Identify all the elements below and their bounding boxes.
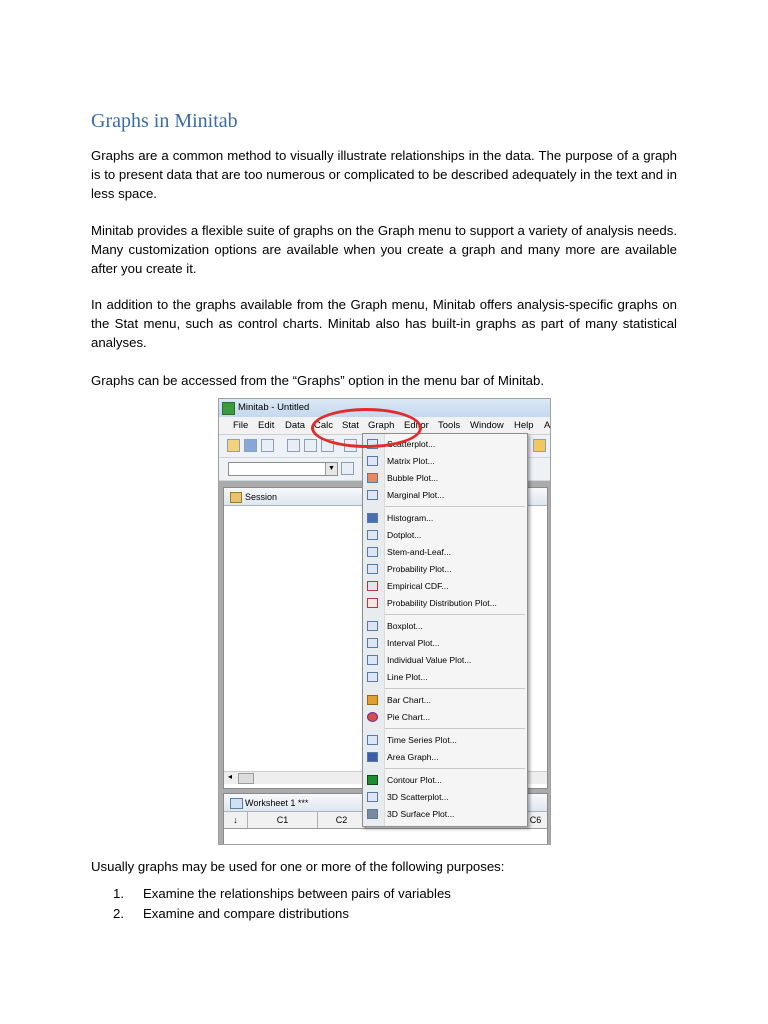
graph-menu-paragraph: Minitab provides a flexible suite of graphs on the Graph menu to support a variety of analysis needs. Many customization options are available when you create a graph and many more are available after you create it. <box>91 223 677 276</box>
probability-plot-icon <box>367 564 378 574</box>
3d-surface-icon <box>367 809 378 819</box>
worksheet-icon <box>230 798 243 809</box>
menu-graph[interactable]: Graph <box>368 420 395 431</box>
menu-item-dotplot[interactable]: Dotplot... <box>363 527 527 543</box>
access-paragraph: Graphs can be accessed from the “Graphs” option in the menu bar of Minitab. <box>91 373 545 388</box>
menu-item-contour-plot[interactable]: Contour Plot... <box>363 772 527 788</box>
menu-item-stem-and-leaf[interactable]: Stem-and-Leaf... <box>363 544 527 560</box>
toolbar-combo[interactable] <box>228 462 338 476</box>
minitab-app-icon <box>222 402 235 415</box>
scroll-thumb[interactable] <box>238 773 254 784</box>
individual-value-plot-icon <box>367 655 378 665</box>
area-graph-icon <box>367 752 378 762</box>
menu-item-3d-surface-plot[interactable]: 3D Surface Plot... <box>363 806 527 822</box>
pie-chart-icon <box>367 712 378 722</box>
list-item: 2. Examine and compare distributions <box>113 906 349 921</box>
worksheet-title: Worksheet 1 *** <box>245 798 309 808</box>
menu-item-histogram[interactable]: Histogram... <box>363 510 527 526</box>
empirical-cdf-icon <box>367 581 378 591</box>
matrix-plot-icon <box>367 456 378 466</box>
menu-data[interactable]: Data <box>285 420 306 431</box>
row-arrow-header[interactable]: ↓ <box>224 812 248 828</box>
list-item: 1. Examine the relationships between pairs of variables <box>113 886 451 901</box>
boxplot-icon <box>367 621 378 631</box>
menu-item-pie-chart[interactable]: Pie Chart... <box>363 709 527 725</box>
menu-separator <box>385 728 525 729</box>
intro-paragraph: Graphs are a common method to visually illustrate relationships in the data. The purpose of a graph is to present data that are too numerous or complicated to be described adequately in the text and in less space. <box>91 148 677 201</box>
menu-editor[interactable]: Editor <box>404 420 429 431</box>
graph-menu-red-circle <box>311 408 422 448</box>
menu-item-time-series-plot[interactable]: Time Series Plot... <box>363 732 527 748</box>
menu-item-interval-plot[interactable]: Interval Plot... <box>363 635 527 651</box>
menu-calc[interactable]: Calc <box>314 420 334 431</box>
menu-help[interactable]: Help <box>514 420 534 431</box>
purposes-intro: Usually graphs may be used for one or more of the following purposes: <box>91 859 505 874</box>
menu-separator <box>385 688 525 689</box>
menu-item-individual-value-plot[interactable]: Individual Value Plot... <box>363 652 527 668</box>
menu-item-line-plot[interactable]: Line Plot... <box>363 669 527 685</box>
line-plot-icon <box>367 672 378 682</box>
graph-dropdown-menu <box>362 433 528 827</box>
scroll-left-icon[interactable]: ◂ <box>228 772 233 781</box>
menu-file[interactable]: File <box>233 420 249 431</box>
page-heading: Graphs in Minitab <box>91 110 238 132</box>
menu-item-bubble-plot[interactable]: Bubble Plot... <box>363 470 527 486</box>
menu-item-scatterplot[interactable]: Scatterplot... <box>363 436 527 452</box>
cut-icon[interactable] <box>287 439 300 452</box>
histogram-icon <box>367 513 378 523</box>
bar-chart-icon <box>367 695 378 705</box>
menu-item-empirical-cdf[interactable]: Empirical CDF... <box>363 578 527 594</box>
print-icon[interactable] <box>261 439 274 452</box>
toolbar-icon-b[interactable] <box>341 462 354 475</box>
3d-scatterplot-icon <box>367 792 378 802</box>
save-icon[interactable] <box>244 439 257 452</box>
copy-icon[interactable] <box>304 439 317 452</box>
menu-separator <box>385 614 525 615</box>
menu-item-probability-plot[interactable]: Probability Plot... <box>363 561 527 577</box>
session-title: Session <box>245 492 278 502</box>
menu-item-marginal-plot[interactable]: Marginal Plot... <box>363 487 527 503</box>
menu-item-matrix-plot[interactable]: Matrix Plot... <box>363 453 527 469</box>
column-c1[interactable]: C1 <box>248 812 318 828</box>
time-series-icon <box>367 735 378 745</box>
menu-item-probability-distribution-plot[interactable]: Probability Distribution Plot... <box>363 595 527 611</box>
distribution-curve-icon <box>367 598 378 608</box>
stem-and-leaf-icon <box>367 547 378 557</box>
column-c2[interactable]: C2 <box>318 812 366 828</box>
menu-separator <box>385 768 525 769</box>
menu-window[interactable]: Window <box>470 420 504 431</box>
column-c6[interactable]: C6 <box>529 815 542 825</box>
menu-separator <box>385 506 525 507</box>
menu-stat[interactable]: Stat <box>342 420 359 431</box>
minitab-screenshot <box>218 398 551 845</box>
toolbar-icon-right[interactable] <box>533 439 546 452</box>
menu-item-boxplot[interactable]: Boxplot... <box>363 618 527 634</box>
stat-menu-paragraph: In addition to the graphs available from the Graph menu, Minitab offers analysis-specific graphs on the Stat menu, such as control charts. Minitab also has built-in graphs as part of many statistical analyses. <box>91 297 677 350</box>
session-icon <box>230 492 242 503</box>
menu-item-area-graph[interactable]: Area Graph... <box>363 749 527 765</box>
dotplot-icon <box>367 530 378 540</box>
interval-plot-icon <box>367 638 378 648</box>
menu-item-bar-chart[interactable]: Bar Chart... <box>363 692 527 708</box>
menu-tools[interactable]: Tools <box>438 420 461 431</box>
open-icon[interactable] <box>227 439 240 452</box>
contour-plot-icon <box>367 775 378 785</box>
window-title: Minitab - Untitled <box>238 402 310 413</box>
bubble-plot-icon <box>367 473 378 483</box>
menu-assistant[interactable]: A <box>544 420 551 431</box>
menu-edit[interactable]: Edit <box>258 420 275 431</box>
marginal-plot-icon <box>367 490 378 500</box>
chevron-down-icon[interactable]: ▼ <box>325 463 337 475</box>
menu-item-3d-scatterplot[interactable]: 3D Scatterplot... <box>363 789 527 805</box>
purposes-list <box>91 884 451 924</box>
